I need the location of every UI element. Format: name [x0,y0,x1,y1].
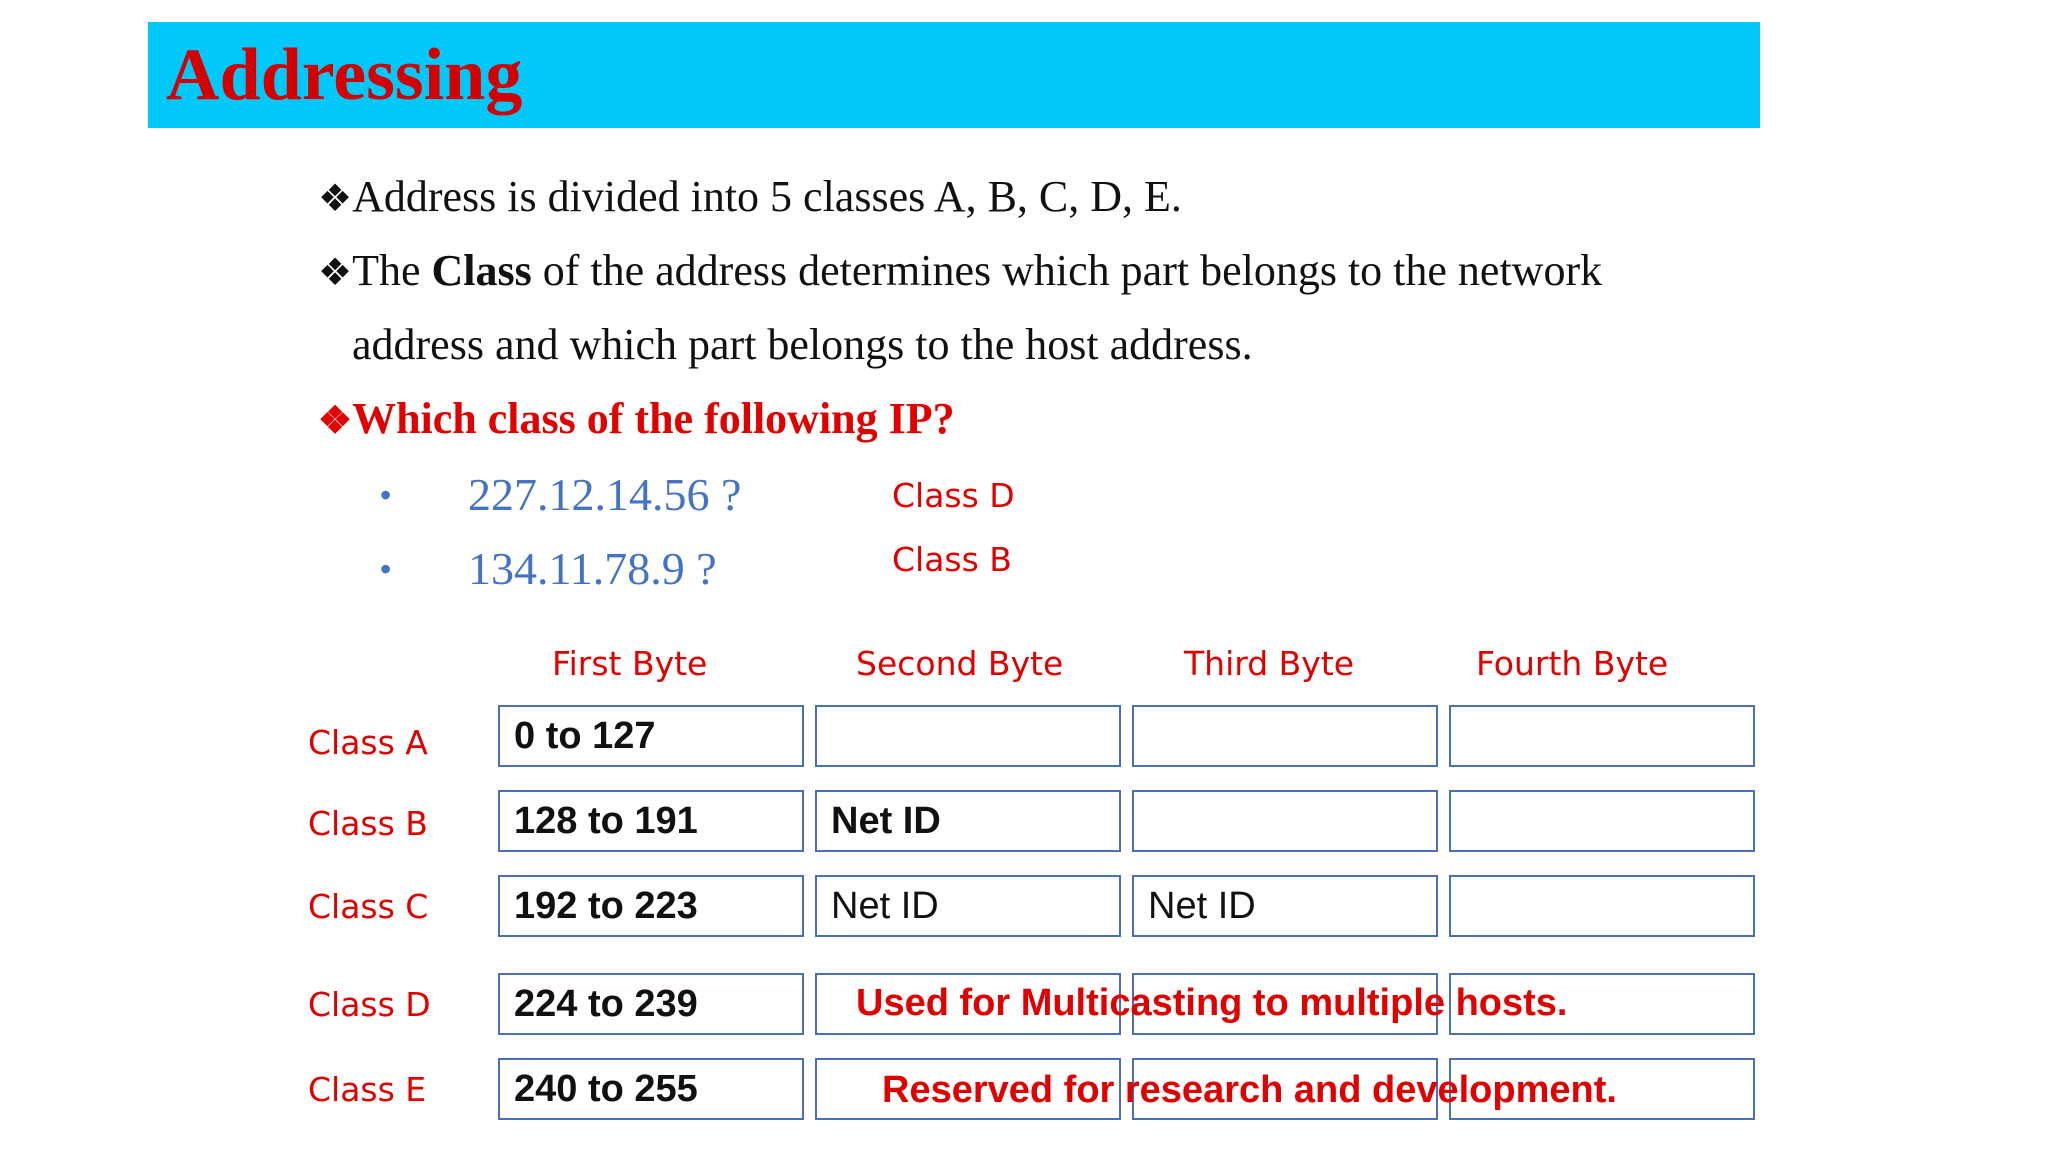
example-answer: Class D [892,476,1015,515]
cell-c-2: Net ID [815,875,1121,937]
cell-b-1: 128 to 191 [498,790,804,852]
cell-c-1: 192 to 223 [498,875,804,937]
class-d-note: Used for Multicasting to multiple hosts. [856,982,1568,1024]
line-2-prefix: The [352,246,432,295]
line-3-text: address and which part belongs to the host address. [352,320,1253,369]
class-e-note: Reserved for research and development. [882,1069,1617,1111]
question-line [318,392,955,448]
line-1-text: Address is divided into 5 classes A, B, C, D, E. [352,172,1182,221]
dot-bullet-icon: • [380,551,392,587]
cell-d-1: 224 to 239 [498,973,804,1035]
header-third-byte: Third Byte [1184,644,1355,683]
cell-c-4 [1449,875,1755,937]
header-second-byte: Second Byte [856,644,1064,683]
header-fourth-byte: Fourth Byte [1476,644,1669,683]
example-ip: 134.11.78.9 ? [468,543,717,594]
bullet-line-1 [318,170,1182,226]
line-2-bold: Class [431,246,532,295]
cell-a-4 [1449,705,1755,767]
example-ip: 227.12.14.56 ? [468,469,742,520]
diamond-bullet-icon: ❖ [318,400,353,442]
cell-a-3 [1132,705,1438,767]
cell-a-2 [815,705,1121,767]
dot-bullet-icon: • [380,477,392,513]
row-label-class-e: Class E [308,1070,427,1109]
diamond-bullet-icon: ❖ [318,178,353,220]
slide-title: Addressing [166,34,523,116]
diamond-bullet-icon: ❖ [318,252,353,294]
question-text: Which class of the following IP? [352,394,955,443]
bullet-line-2 [318,244,1602,300]
line-2-suffix: of the address determines which part belongs to the network [531,246,1603,295]
row-label-class-c: Class C [308,887,429,926]
row-label-class-d: Class D [308,985,431,1024]
cell-b-2: Net ID [815,790,1121,852]
cell-c-3: Net ID [1132,875,1438,937]
row-label-class-b: Class B [308,804,428,843]
row-label-class-a: Class A [308,723,428,762]
header-first-byte: First Byte [552,644,708,683]
cell-b-4 [1449,790,1755,852]
cell-a-1: 0 to 127 [498,705,804,767]
example-answer: Class B [892,540,1012,579]
cell-b-3 [1132,790,1438,852]
cell-e-1: 240 to 255 [498,1058,804,1120]
